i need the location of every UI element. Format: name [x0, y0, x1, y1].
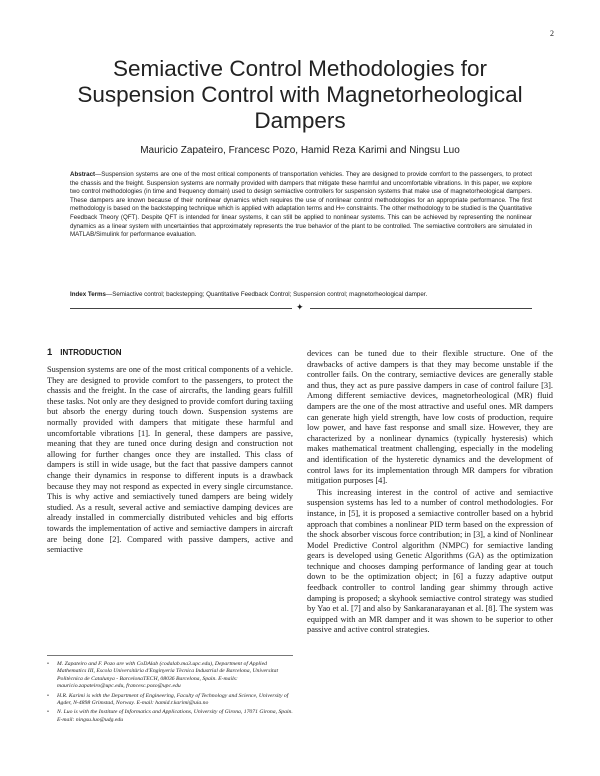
section-number: 1	[47, 347, 53, 358]
footnote-rule	[47, 655, 293, 656]
footnote-text: M. Zapateiro and F. Pozo are with CoDAlab (codalab.ma3.upc.edu), Department of Applied Mathematics III, Escola Universitària d'Enginyeria Tècnica Industrial de Barcelona, Universitat Politècnica de Catalunya - BarcelonaTECH, 08036 Barcelona, Spain. E-mails: mauricio.zapateiro@upc.edu, francesc.pozo@upc.edu	[57, 661, 279, 690]
body-paragraph: devices can be tuned due to their flexible structure. One of the drawbacks of active dampers is that they may become unstable if the controller fails. On the contrary, semiactive devices are generally stable and thus, they act as pure passive dampers in case of control failure [3]. Among different semiactive devices, magnetorheological (MR) fluid dampers are the one of the most attractive and useful ones. MR dampers can generate high yield strength, have low costs of production, require low power, and have fast response and small size. However, they are characterized by a nonlinear dynamics (typically hysteresis) which makes mathematical treatment challenging, especially in the modeling and identification of the hysteretic dynamics and the development of control laws for its implementation through MR dampers for vibration mitigation purposes [4].	[307, 349, 553, 486]
abstract-label: Abstract	[70, 171, 96, 178]
footnote	[47, 661, 293, 691]
right-column	[307, 349, 553, 636]
section-title: INTRODUCTION	[60, 348, 122, 357]
bullet-icon: •	[47, 692, 49, 699]
abstract-text: —Suspension systems are one of the most critical components of transportation vehicles. They are designed to provide comfort to the passengers, to protect the chassis and the freight. Suspension systems are normally provided with dampers that mitigate these harmful and uncomfortable vibrations. In this paper, we explore two control methodologies (in time and frequency domain) used to design semiactive controllers for suspension systems that make use of magnetorheological dampers. These dampers are known because of their nonlinear dynamics which requires the use of nonlinear control methodologies for an appropriate performance. The first methodology is based on the backstepping technique which is applied with adaptation terms and H∞ constraints. The other methodology to be studied is the Quantitative Feedback Theory (QFT). Despite QFT is intended for linear systems, it can still be applied to nonlinear systems. This can be achieved by representing the nonlinear dynamics as a linear system with uncertainties that approximately represents the true behavior of the plant to be controlled. The semiactive controllers are simulated in MATLAB/Simulink for performance evaluation.	[70, 171, 532, 239]
body-paragraph: This increasing interest in the control of active and semiactive suspension systems has led to a number of control methodologies. For instance, in [5], it is proposed a semiactive controller based on a hybrid approach that combines a nonlinear PID term based on the expression of the shock absorber viscous force contribution; in [3], a kind of Nonlinear Model Predictive Control algorithm (NMPC) for semiactive landing gears is developed using Genetic Algorithms (GA) as the optimization technique and chooses damping performance of landing gear at touch down to be the optimization object; in [6] a fuzzy adaptive output feedback controller to control landing gear shimmy through active damping is proposed; a skyhook semiactive control strategy was studied by Yao et al. [7] and also by Sankaranarayanan et al. [8]. The system was equipped with an MR damper and it was shown to be superior to other passive and active control strategies.	[307, 487, 553, 635]
footnotes	[47, 661, 293, 726]
left-column	[47, 365, 293, 556]
section-heading	[47, 347, 122, 358]
body-paragraph: Suspension systems are one of the most critical components of a vehicle. They are designed to provide comfort to the passengers, to protect the chassis and the freight. In the case of aircrafts, the landing gears fulfill these tasks. Not only are they designed to provide comfort during taxiing but absorb the energy during touch down. Suspension systems are normally provided with dampers that mitigate these harmful and uncomfortable vibrations [1]. In general, these dampers are passive, meaning that they are tuned once during design and construction not allowing for further changes once they are installed. This class of dampers is still in wide usage, but the fact that passive dampers cannot change their dynamics in response to different inputs is a drawback because they may not respond as expected in every single circumstance. This is why active and semiactively tuned dampers are being widely studied. As a result, several active and semiactive damping devices are already installed in commercially distributed vehicles and big efforts towards the implementation of active and semiactive dampers in aircraft are being done [2]. Compared with passive dampers, active and semiactive	[47, 365, 293, 555]
author-list: Mauricio Zapateiro, Francesc Pozo, Hamid Reza Karimi and Ningsu Luo	[140, 145, 460, 156]
footnote	[47, 693, 293, 708]
paper-title	[60, 56, 540, 134]
index-terms-text: —Semiactive control; backstepping; Quantitative Feedback Control; Suspension control; magnetorheological damper.	[106, 291, 428, 298]
section-separator	[70, 302, 532, 313]
index-terms	[70, 291, 532, 298]
bullet-icon: •	[47, 661, 49, 667]
title-line: Dampers	[254, 108, 346, 133]
title-line: Suspension Control with Magnetorheological	[77, 82, 523, 107]
separator-line	[310, 308, 532, 309]
page-number: 2	[550, 29, 554, 38]
footnote-text: N. Luo is with the Institute of Informatics and Applications, University of Girona, 17071 Girona, Spain. E-mail: ningsu.luo@udg.edu	[57, 709, 293, 723]
diamond-icon: ✦	[296, 302, 304, 312]
footnote	[47, 709, 293, 724]
bullet-icon: •	[47, 709, 49, 716]
title-line: Semiactive Control Methodologies for	[113, 56, 487, 81]
abstract	[70, 171, 532, 240]
separator-line	[70, 308, 292, 309]
index-terms-label: Index Terms	[70, 291, 106, 298]
footnote-text: H.R. Karimi is with the Department of Engineering, Faculty of Technology and Science, University of Agder, N-4898 Grimstad, Norway. E-mail: hamid.r.karimi@uia.no	[57, 692, 289, 707]
